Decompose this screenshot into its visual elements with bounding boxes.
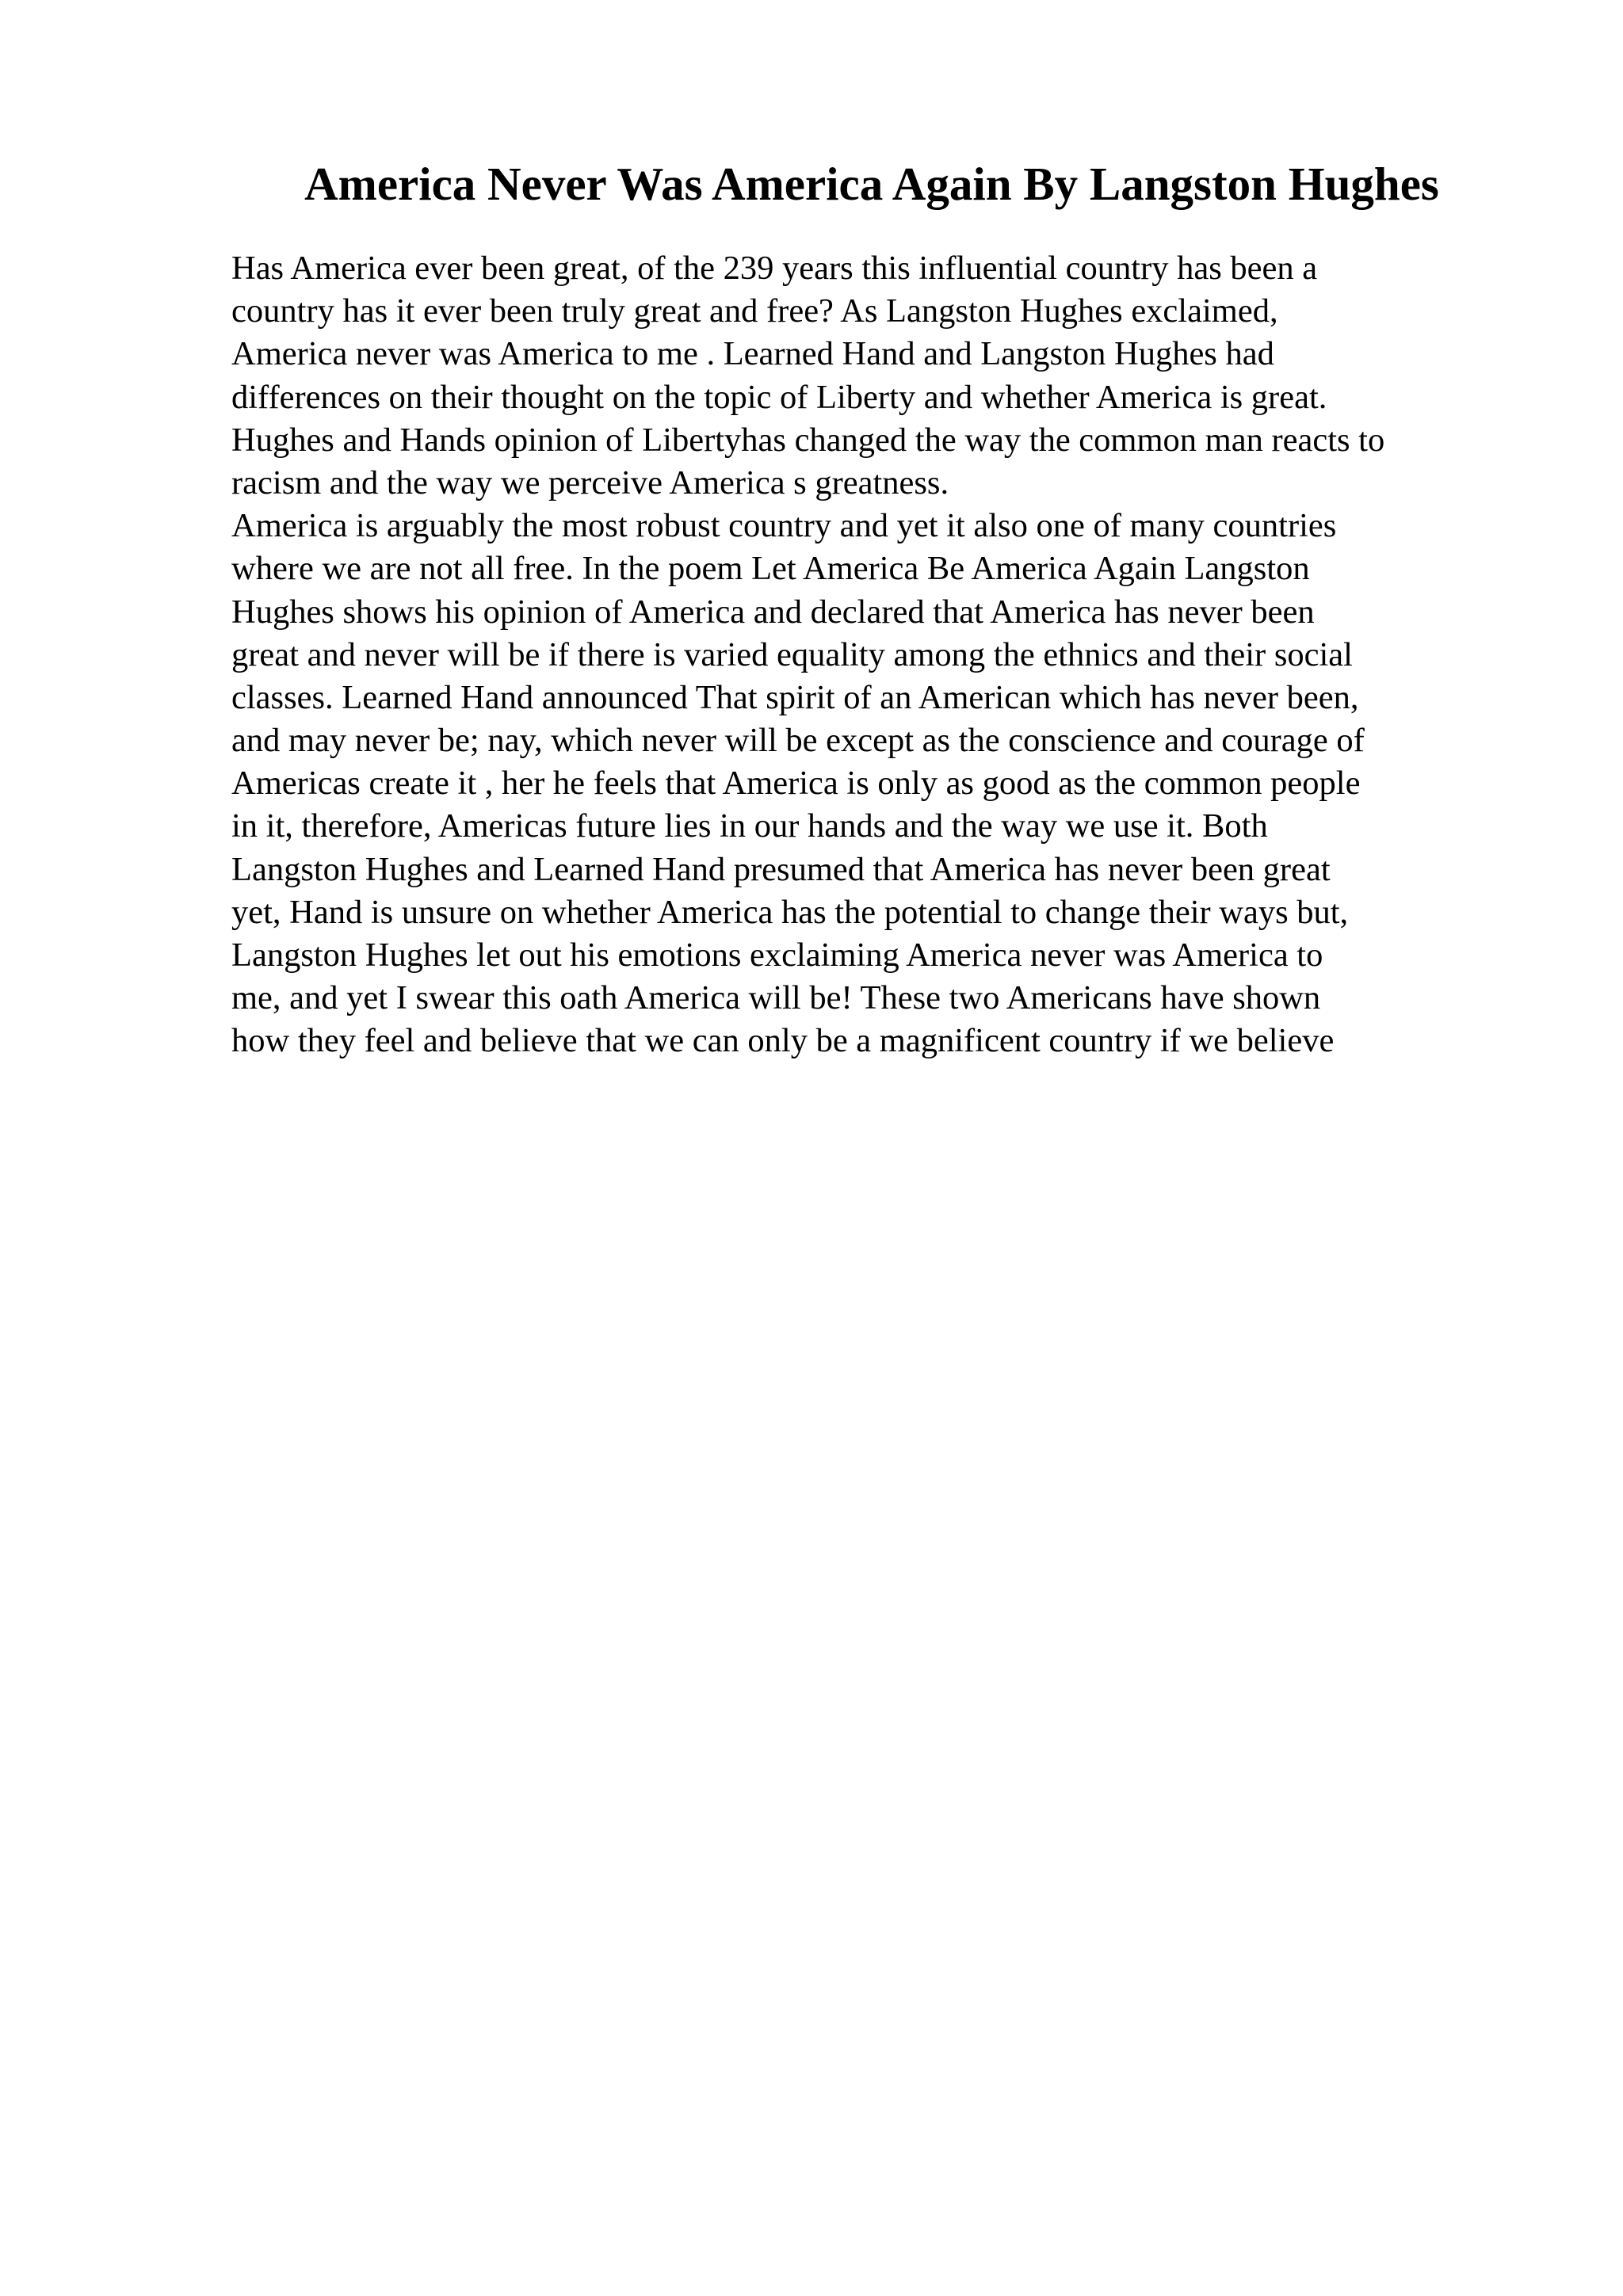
body-line: America never was America to me . Learned Hand and Langston Hughes had bbox=[231, 335, 1274, 373]
body-line: Hughes and Hands opinion of Libertyhas changed the way the common man reacts to bbox=[231, 421, 1385, 459]
document-body bbox=[231, 247, 1515, 1063]
body-line: classes. Learned Hand announced That spirit of an American which has never been, bbox=[231, 678, 1359, 716]
body-line: Hughes shows his opinion of America and declared that America has never been bbox=[231, 593, 1315, 631]
body-line: great and never will be if there is varied equality among the ethnics and their social bbox=[231, 635, 1353, 673]
body-line: country has it ever been truly great and free? As Langston Hughes exclaimed, bbox=[231, 292, 1278, 330]
body-line: me, and yet I swear this oath America will be! These two Americans have shown bbox=[231, 979, 1321, 1017]
body-line: and may never be; nay, which never will be except as the conscience and courage of bbox=[231, 722, 1365, 760]
body-line: Americas create it , her he feels that America is only as good as the common people bbox=[231, 765, 1361, 803]
body-line: differences on their thought on the topic of Liberty and whether America is great. bbox=[231, 378, 1327, 416]
body-line: where we are not all free. In the poem Let America Be America Again Langston bbox=[231, 550, 1310, 588]
body-line: in it, therefore, Americas future lies in our hands and the way we use it. Both bbox=[231, 807, 1268, 845]
body-line: Langston Hughes let out his emotions exclaiming America never was America to bbox=[231, 936, 1323, 974]
document-title: America Never Was America Again By Langston Hughes bbox=[304, 158, 1439, 210]
body-line: Has America ever been great, of the 239 years this influential country has been a bbox=[231, 250, 1318, 287]
body-line: how they feel and believe that we can only be a magnificent country if we believe bbox=[231, 1022, 1335, 1060]
body-line: yet, Hand is unsure on whether America has the potential to change their ways but, bbox=[231, 893, 1349, 931]
body-line: Langston Hughes and Learned Hand presumed that America has never been great bbox=[231, 850, 1331, 888]
body-line: America is arguably the most robust country and yet it also one of many countries bbox=[231, 507, 1337, 545]
body-line: racism and the way we perceive America s greatness. bbox=[231, 463, 949, 502]
